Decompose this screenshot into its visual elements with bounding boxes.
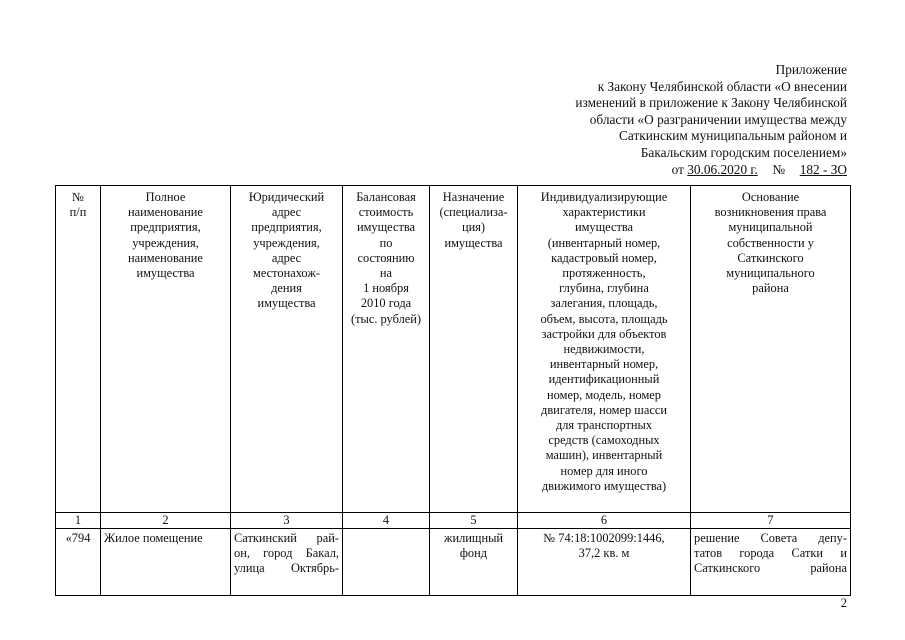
- text-line: Юридический: [248, 190, 325, 204]
- text-line: он, город Бакал,: [234, 546, 339, 561]
- text-line: состоянию: [357, 250, 415, 265]
- row-number: «794: [56, 529, 101, 596]
- text-line: движимого имущества): [541, 478, 667, 493]
- header-cell-1: [56, 186, 101, 513]
- column-number: 3: [231, 513, 343, 529]
- annex-line: изменений в приложение к Закону Челябинской: [575, 95, 847, 111]
- text-line: адрес: [271, 250, 302, 265]
- text-line: (тыс. рублей): [350, 311, 422, 326]
- text-line: Назначение: [442, 190, 505, 204]
- text-line: 1 ноября: [363, 281, 409, 296]
- column-number: 5: [430, 513, 518, 529]
- text-line: залегания, площадь,: [550, 296, 658, 311]
- annex-header: [575, 62, 847, 178]
- text-line: идентификационный: [548, 372, 660, 387]
- annex-date-line: [575, 162, 847, 179]
- row-balance: [343, 529, 430, 596]
- date-prefix: от: [671, 161, 684, 177]
- text-line: местонахож-: [252, 266, 321, 281]
- text-line: Саткинского района: [694, 561, 847, 576]
- annex-title: Приложение: [775, 62, 847, 77]
- text-line: решение Совета депу-: [694, 531, 847, 545]
- text-line: возникновения права: [714, 205, 827, 220]
- header-cell-6: [518, 186, 691, 513]
- header-cell-7: [691, 186, 851, 513]
- property-table: [55, 185, 851, 596]
- text-line: на: [379, 266, 393, 281]
- text-line: фонд: [459, 546, 488, 561]
- row-name: Жилое помещение: [101, 529, 231, 596]
- annex-line: к Закону Челябинской области «О внесении: [597, 78, 847, 94]
- law-number: 182 - ЗО: [799, 161, 847, 177]
- text-line: имущества: [444, 235, 503, 250]
- header-cell-2: [101, 186, 231, 513]
- text-line: номер, модель, номер: [547, 387, 661, 402]
- text-line: №: [72, 190, 84, 204]
- text-line: учреждения,: [132, 235, 199, 250]
- text-line: инвентарный номер,: [549, 357, 659, 372]
- text-line: Саткинского: [737, 250, 804, 265]
- header-cell-4: [343, 186, 430, 513]
- text-line: наименование: [128, 205, 203, 220]
- text-line: наименование: [128, 250, 203, 265]
- text-line: Индивидуализирующие: [540, 190, 668, 204]
- column-number: 2: [101, 513, 231, 529]
- column-number: 4: [343, 513, 430, 529]
- text-line: объем, высота, площадь: [540, 311, 668, 326]
- column-number: 7: [691, 513, 851, 529]
- text-line: предприятия,: [130, 220, 201, 235]
- text-line: улица Октябрь-: [234, 561, 339, 576]
- text-line: татов города Сатки и: [694, 546, 847, 561]
- text-line: имущества: [356, 220, 416, 235]
- text-line: предприятия,: [251, 220, 322, 235]
- header-cell-5: [430, 186, 518, 513]
- text-line: для транспортных: [555, 418, 653, 433]
- table-row: [56, 529, 851, 596]
- text-line: средств (самоходных: [548, 433, 660, 448]
- page-number: 2: [840, 596, 847, 610]
- text-line: жилищный: [443, 531, 504, 545]
- text-line: Балансовая: [356, 190, 416, 204]
- text-line: дения: [271, 281, 302, 296]
- number-sign: №: [772, 161, 786, 177]
- text-line: района: [752, 281, 789, 296]
- header-cell-3: [231, 186, 343, 513]
- annex-line: области «О разграничении имущества между: [589, 111, 847, 127]
- text-line: муниципальной: [728, 220, 813, 235]
- text-line: (инвентарный номер,: [547, 235, 661, 250]
- column-numbers-row: [56, 513, 851, 529]
- text-line: характеристики: [562, 205, 646, 220]
- text-line: № 74:18:1002099:1446,: [543, 531, 665, 545]
- text-line: имущества: [574, 220, 634, 235]
- annex-line: Саткинским муниципальным районом и: [619, 128, 847, 144]
- column-number: 1: [56, 513, 101, 529]
- row-characteristics: [518, 529, 691, 596]
- text-line: учреждения,: [253, 235, 320, 250]
- text-line: Саткинский рай-: [234, 531, 339, 545]
- text-line: протяженность,: [562, 266, 646, 281]
- text-line: стоимость: [358, 205, 414, 220]
- text-line: имущества: [136, 266, 195, 281]
- text-line: застройки для объектов: [541, 326, 667, 341]
- text-line: муниципального: [726, 266, 815, 281]
- row-purpose: [430, 529, 518, 596]
- text-line: п/п: [69, 205, 87, 220]
- text-line: машин), инвентарный: [545, 448, 663, 463]
- text-line: (специализа-: [439, 205, 508, 220]
- row-basis: [691, 529, 851, 596]
- text-line: двигателя, номер шасси: [541, 402, 667, 417]
- text-line: номер для иного: [560, 463, 648, 478]
- text-line: по: [379, 235, 393, 250]
- text-line: 37,2 кв. м: [578, 546, 630, 561]
- text-line: глубина, глубина: [559, 281, 649, 296]
- text-line: 2010 года: [360, 296, 412, 311]
- text-line: собственности у: [727, 235, 814, 250]
- table-header-row: [56, 186, 851, 513]
- text-line: кадастровый номер,: [551, 250, 657, 265]
- annex-line: Бакальским городским поселением»: [640, 144, 847, 160]
- law-date: 30.06.2020 г.: [687, 161, 758, 177]
- text-line: ция): [461, 220, 486, 235]
- row-address: [231, 529, 343, 596]
- text-line: недвижимости,: [563, 342, 645, 357]
- column-number: 6: [518, 513, 691, 529]
- text-line: Полное: [145, 190, 186, 204]
- text-line: адрес: [271, 205, 302, 220]
- text-line: Основание: [741, 190, 800, 204]
- text-line: имущества: [257, 296, 316, 311]
